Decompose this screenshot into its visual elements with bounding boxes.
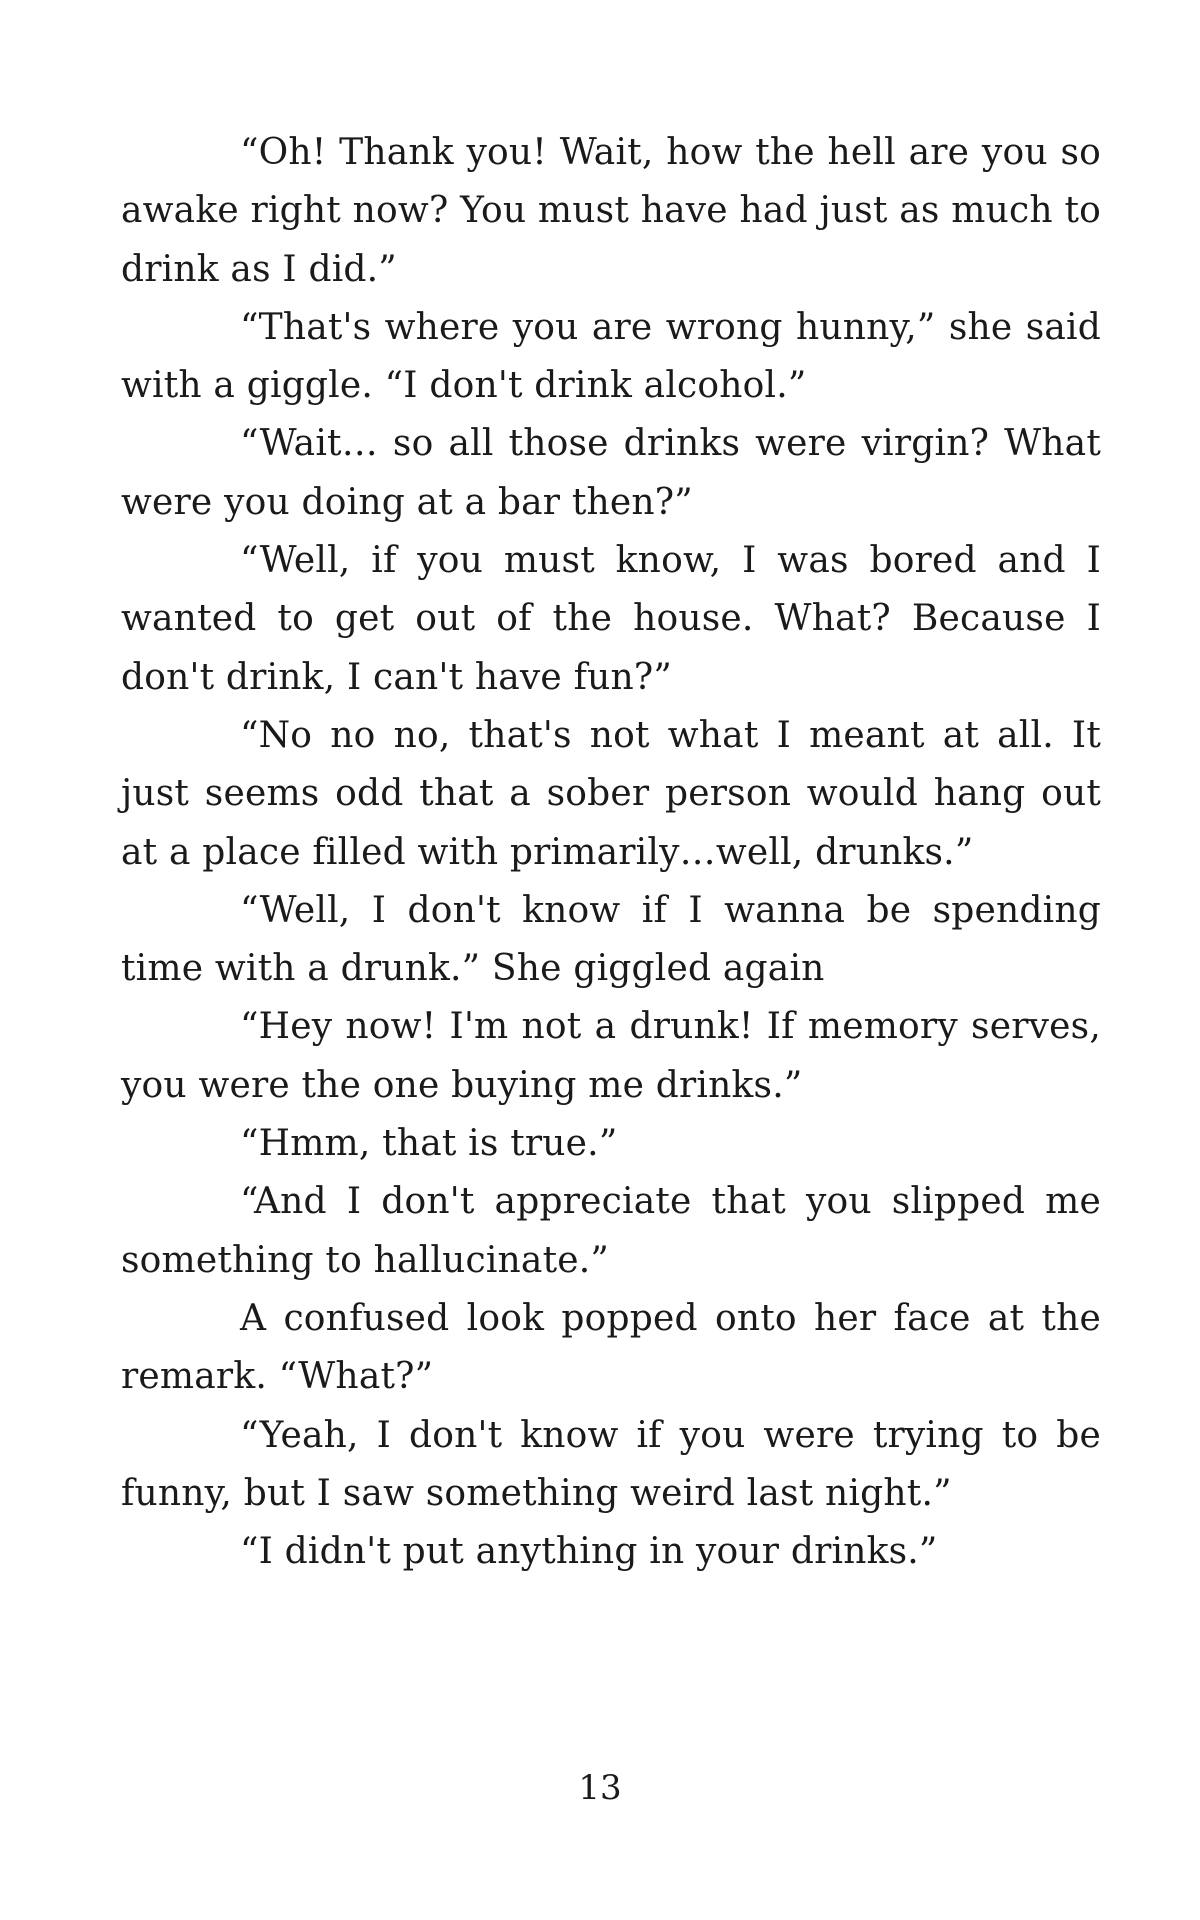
paragraph-6: “Well, I don't know if I wanna be spending time with a drunk.” She giggled again — [121, 889, 1101, 990]
paragraph-9: “And I don't appreciate that you slipped me something to hallucinate.” — [121, 1181, 1101, 1281]
paragraph-8: “Hmm, that is true.” — [240, 1123, 618, 1165]
paragraph-11: “Yeah, I don't know if you were trying to be funny, but I saw something weird last night.” — [121, 1414, 1101, 1514]
page-number: 13 — [578, 1768, 622, 1808]
paragraph-1: “Oh! Thank you! Wait, how the hell are you so awake right now? You must have had just as much to drink as I did.” — [121, 132, 1101, 290]
body-text — [121, 124, 1101, 1581]
paragraph-10: A confused look popped onto her face at the remark. “What?” — [121, 1297, 1101, 1398]
paragraph-3: “Wait… so all those drinks were virgin? What were you doing at a bar then?” — [121, 423, 1101, 523]
paragraph-5: “No no no, that's not what I meant at all. It just seems odd that a sober person would hang out at a place filled with primarily…well, drunks.” — [121, 714, 1101, 873]
paragraph-4: “Well, if you must know, I was bored and I wanted to get out of the house. What? Because I don't drink, I can't have fun?” — [121, 540, 1101, 698]
paragraph-2: “That's where you are wrong hunny,” she said with a giggle. “I don't drink alcohol.” — [121, 306, 1101, 407]
paragraph-7: “Hey now! I'm not a drunk! If memory serves, you were the one buying me drinks.” — [121, 1006, 1101, 1106]
paragraph-12: “I didn't put anything in your drinks.” — [240, 1531, 938, 1573]
